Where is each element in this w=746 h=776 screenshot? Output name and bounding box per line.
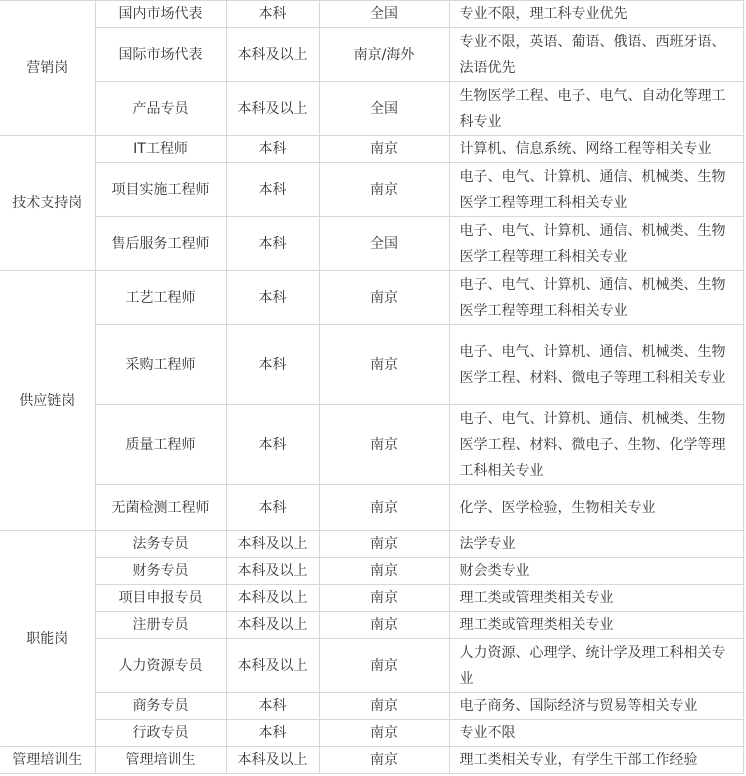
position-cell: 产品专员: [95, 82, 226, 136]
location-cell: 全国: [319, 1, 449, 28]
location-cell: 南京: [319, 531, 449, 558]
table-row: [0, 28, 743, 82]
location-cell: 南京: [319, 639, 449, 693]
requirement-cell: 计算机、信息系统、网络工程等相关专业: [449, 136, 743, 163]
position-cell: 注册专员: [95, 612, 226, 639]
table-row: [0, 325, 743, 405]
requirement-cell: 化学、医学检验，生物相关专业: [449, 485, 743, 531]
education-cell: 本科及以上: [226, 747, 319, 774]
education-cell: 本科: [226, 1, 319, 28]
location-cell: 南京: [319, 585, 449, 612]
table-row: [0, 612, 743, 639]
category-cell: 管理培训生: [0, 747, 95, 774]
table-row: [0, 271, 743, 325]
position-cell: 人力资源专员: [95, 639, 226, 693]
position-cell: 采购工程师: [95, 325, 226, 405]
requirement-cell: 专业不限，理工科专业优先: [449, 1, 743, 28]
table-row: [0, 693, 743, 720]
table-row: [0, 405, 743, 485]
table-row: [0, 82, 743, 136]
requirement-cell: 专业不限: [449, 720, 743, 747]
table-row: [0, 720, 743, 747]
position-cell: 国际市场代表: [95, 28, 226, 82]
requirement-cell: 电子、电气、计算机、通信、机械类、生物医学工程等理工科相关专业: [449, 217, 743, 271]
requirement-cell: 法学专业: [449, 531, 743, 558]
table-row: [0, 485, 743, 531]
education-cell: 本科及以上: [226, 558, 319, 585]
position-cell: 项目实施工程师: [95, 163, 226, 217]
requirement-cell: 电子、电气、计算机、通信、机械类、生物医学工程等理工科相关专业: [449, 163, 743, 217]
requirement-cell: 财会类专业: [449, 558, 743, 585]
job-table-body: [0, 1, 743, 774]
education-cell: 本科: [226, 485, 319, 531]
position-cell: 国内市场代表: [95, 1, 226, 28]
requirement-cell: 人力资源、心理学、统计学及理工科相关专业: [449, 639, 743, 693]
position-cell: IT工程师: [95, 136, 226, 163]
education-cell: 本科: [226, 217, 319, 271]
location-cell: 全国: [319, 82, 449, 136]
location-cell: 南京: [319, 271, 449, 325]
education-cell: 本科及以上: [226, 585, 319, 612]
position-cell: 管理培训生: [95, 747, 226, 774]
table-row: [0, 217, 743, 271]
location-cell: 南京: [319, 747, 449, 774]
education-cell: 本科及以上: [226, 531, 319, 558]
location-cell: 全国: [319, 217, 449, 271]
table-row: [0, 639, 743, 693]
table-row: [0, 136, 743, 163]
requirement-cell: 专业不限，英语、葡语、俄语、西班牙语、法语优先: [449, 28, 743, 82]
education-cell: 本科及以上: [226, 28, 319, 82]
position-cell: 行政专员: [95, 720, 226, 747]
education-cell: 本科: [226, 163, 319, 217]
location-cell: 南京: [319, 405, 449, 485]
position-cell: 无菌检测工程师: [95, 485, 226, 531]
education-cell: 本科: [226, 325, 319, 405]
category-cell: 职能岗: [0, 531, 95, 747]
location-cell: 南京: [319, 612, 449, 639]
position-cell: 质量工程师: [95, 405, 226, 485]
education-cell: 本科及以上: [226, 82, 319, 136]
location-cell: 南京: [319, 485, 449, 531]
table-row: [0, 747, 743, 774]
position-cell: 项目申报专员: [95, 585, 226, 612]
category-cell: 供应链岗: [0, 271, 95, 531]
location-cell: 南京: [319, 693, 449, 720]
table-row: [0, 163, 743, 217]
position-cell: 商务专员: [95, 693, 226, 720]
requirement-cell: 生物医学工程、电子、电气、自动化等理工科专业: [449, 82, 743, 136]
requirement-cell: 电子、电气、计算机、通信、机械类、生物医学工程等理工科相关专业: [449, 271, 743, 325]
table-row: [0, 1, 743, 28]
position-cell: 法务专员: [95, 531, 226, 558]
location-cell: 南京/海外: [319, 28, 449, 82]
table-row: [0, 585, 743, 612]
location-cell: 南京: [319, 163, 449, 217]
location-cell: 南京: [319, 558, 449, 585]
education-cell: 本科: [226, 720, 319, 747]
location-cell: 南京: [319, 325, 449, 405]
education-cell: 本科: [226, 136, 319, 163]
category-cell: 技术支持岗: [0, 136, 95, 271]
education-cell: 本科: [226, 405, 319, 485]
requirement-cell: 电子、电气、计算机、通信、机械类、生物医学工程、材料、微电子、生物、化学等理工科相关专业: [449, 405, 743, 485]
table-row: [0, 558, 743, 585]
requirement-cell: 电子、电气、计算机、通信、机械类、生物医学工程、材料、微电子等理工科相关专业: [449, 325, 743, 405]
requirement-cell: 电子商务、国际经济与贸易等相关专业: [449, 693, 743, 720]
education-cell: 本科及以上: [226, 612, 319, 639]
category-cell: 营销岗: [0, 1, 95, 136]
table-row: [0, 531, 743, 558]
location-cell: 南京: [319, 136, 449, 163]
position-cell: 售后服务工程师: [95, 217, 226, 271]
education-cell: 本科: [226, 693, 319, 720]
position-cell: 工艺工程师: [95, 271, 226, 325]
education-cell: 本科: [226, 271, 319, 325]
requirement-cell: 理工类或管理类相关专业: [449, 585, 743, 612]
location-cell: 南京: [319, 720, 449, 747]
requirement-cell: 理工类或管理类相关专业: [449, 612, 743, 639]
requirement-cell: 理工类相关专业，有学生干部工作经验: [449, 747, 743, 774]
education-cell: 本科及以上: [226, 639, 319, 693]
position-cell: 财务专员: [95, 558, 226, 585]
